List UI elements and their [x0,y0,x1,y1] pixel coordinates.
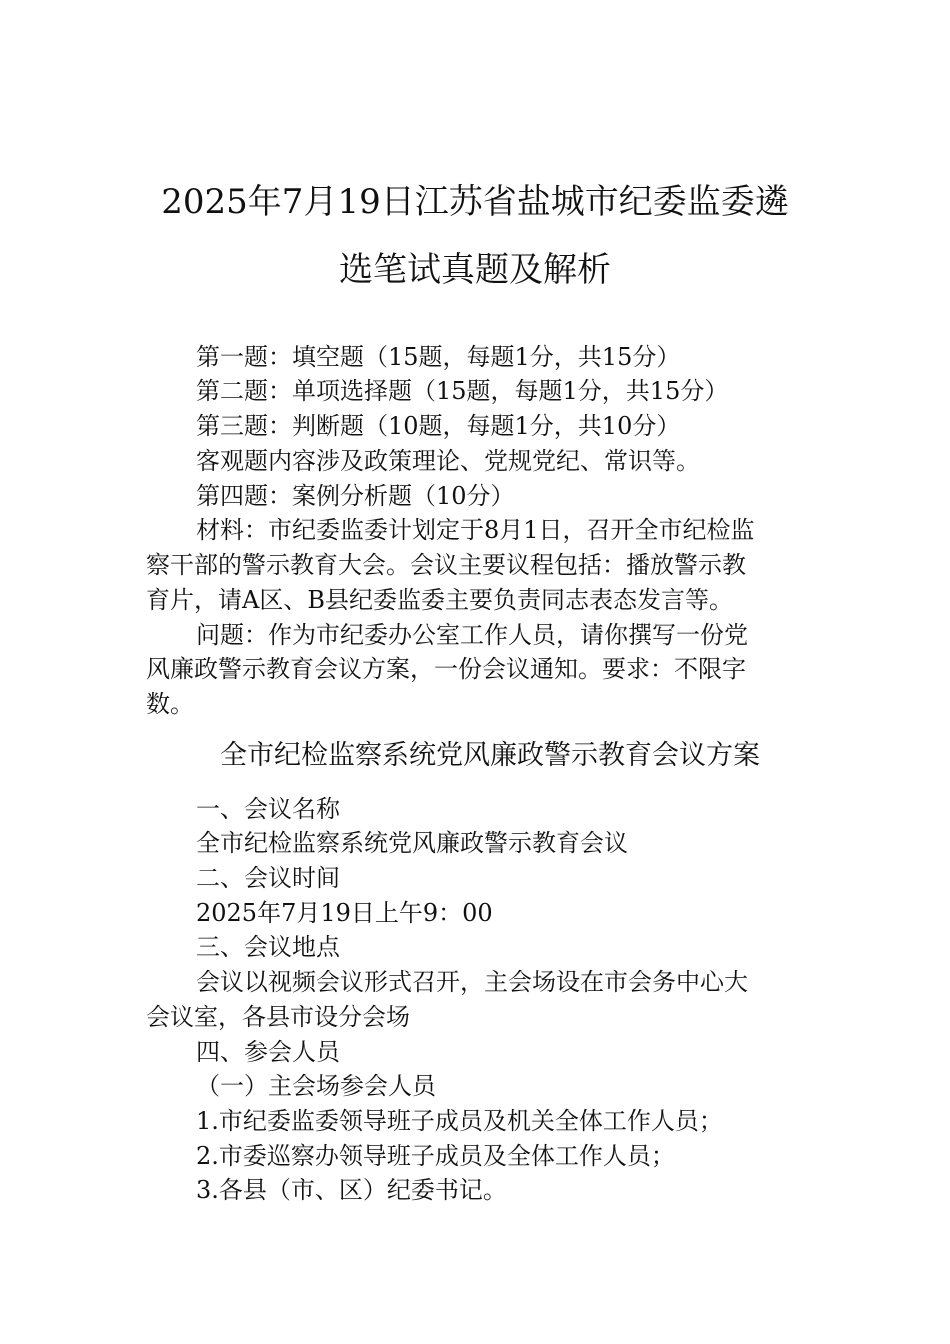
material-line-3: 育片，请A区、B县纪委监委主要负责同志表态发言等。 [146,586,733,614]
meeting-name: 全市纪检监察系统党风廉政警示教育会议 [196,829,628,857]
heading-meeting-time: 二、会议时间 [196,864,340,892]
section-1: 第一题：填空题（15题，每题1分，共15分） [196,343,681,371]
document-title-line-1: 2025年7月19日江苏省盐城市纪委监委遴 [161,182,789,222]
sub-heading-main-venue: （一）主会场参会人员 [196,1072,436,1100]
section-3: 第三题：判断题（10题，每题1分，共10分） [196,412,681,440]
material-line-1: 材料：市纪委监委计划定于8月1日，召开全市纪检监 [196,516,755,544]
objective-note: 客观题内容涉及政策理论、党规党纪、常识等。 [196,447,700,475]
heading-meeting-name: 一、会议名称 [196,795,340,823]
material-line-2: 察干部的警示教育大会。会议主要议程包括：播放警示教 [146,551,746,579]
heading-meeting-place: 三、会议地点 [196,933,340,961]
meeting-place-line-2: 会议室，各县市设分会场 [146,1003,410,1031]
question-line-1: 问题：作为市纪委办公室工作人员，请你撰写一份党 [196,621,748,649]
meeting-time: 2025年7月19日上午9：00 [196,899,493,927]
attendee-item-3: 3.各县（市、区）纪委书记。 [196,1176,507,1204]
question-line-3: 数。 [146,690,194,718]
plan-title: 全市纪检监察系统党风廉政警示教育会议方案 [220,740,760,771]
meeting-place-line-1: 会议以视频会议形式召开，主会场设在市会务中心大 [196,968,748,996]
question-line-2: 风廉政警示教育会议方案，一份会议通知。要求：不限字 [146,655,746,683]
attendee-item-2: 2.市委巡察办领导班子成员及全体工作人员； [196,1142,675,1170]
attendee-item-1: 1.市纪委监委领导班子成员及机关全体工作人员； [196,1107,723,1135]
heading-attendees: 四、参会人员 [196,1038,340,1066]
section-2: 第二题：单项选择题（15题，每题1分，共15分） [196,377,729,405]
document-title-line-2: 选笔试真题及解析 [339,250,611,290]
section-4: 第四题：案例分析题（10分） [196,482,515,510]
